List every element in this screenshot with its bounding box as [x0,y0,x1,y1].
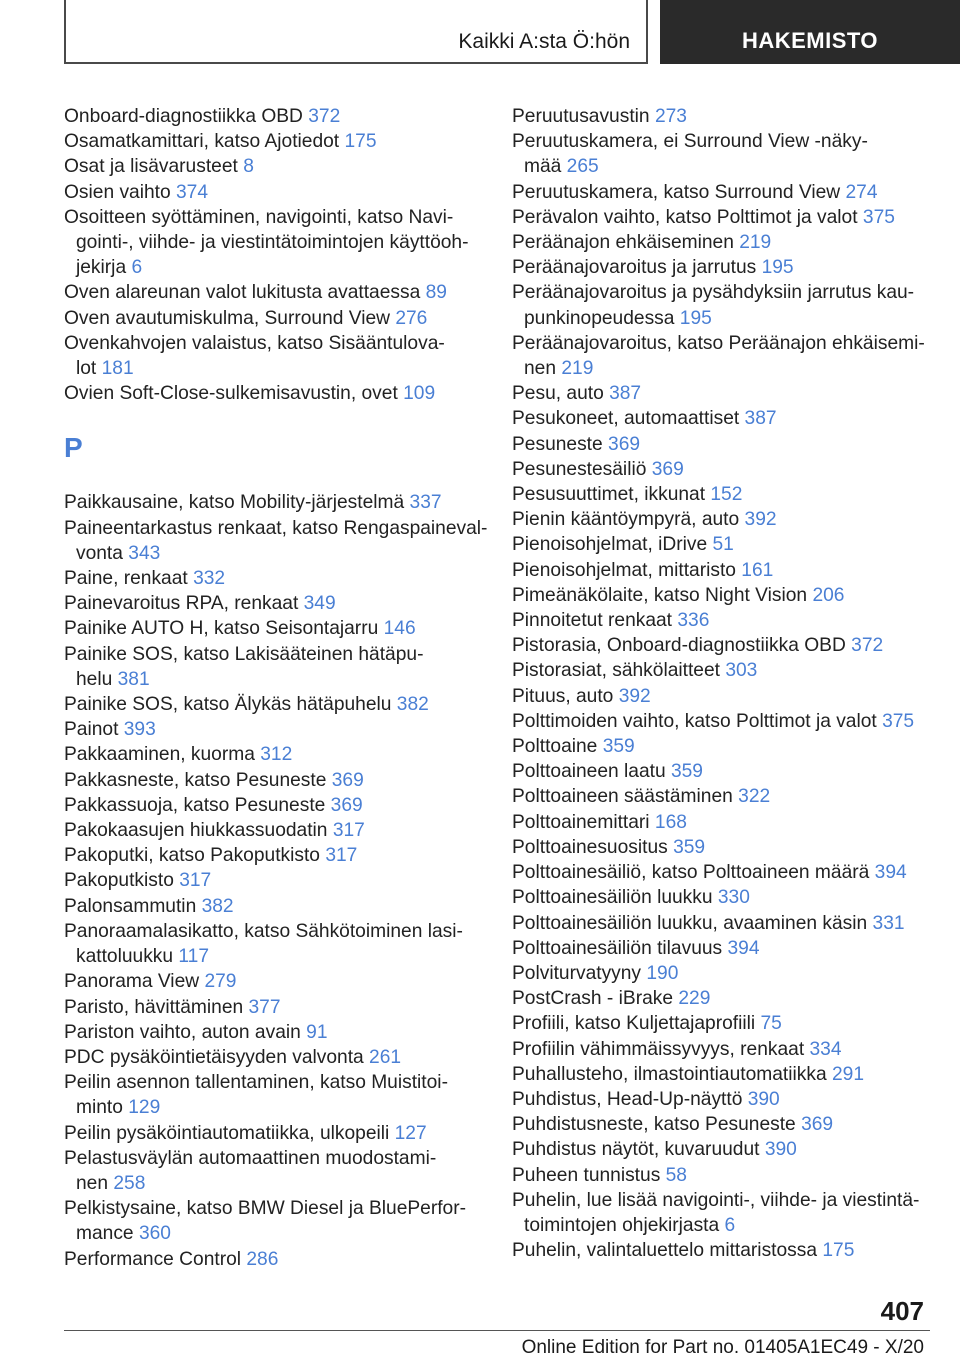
index-entry-text: Pakokaasujen hiukkassuodatin [64,820,328,842]
page-link[interactable]: 58 [665,1164,687,1186]
index-entry-text: Polttoainesäiliö, katso Polttoaineen määrä [512,862,870,884]
page-link[interactable]: 129 [128,1097,161,1119]
page-link[interactable]: 393 [123,719,156,741]
index-entry-text: Panorama View [64,971,200,993]
page-link[interactable]: 146 [383,618,416,640]
index-entry-text: Puhdistus, Head-Up-näyttö [512,1088,743,1110]
index-entry [512,810,932,835]
index-entry-text: Osien vaihto [64,181,171,203]
page-link[interactable]: 369 [330,794,363,816]
page-link[interactable]: 330 [717,887,750,909]
index-entry-text: Pakoputkisto [64,870,174,892]
index-entry [512,583,932,608]
page-link[interactable]: 273 [654,106,687,127]
page-link[interactable]: 181 [101,358,134,380]
index-entry [64,717,484,742]
header-tab[interactable] [660,0,960,64]
index-entry [512,885,932,910]
index-entry-text: Oven avautumiskulma, Surround View [64,307,390,329]
page-link[interactable]: 369 [801,1114,834,1136]
index-entry-text: Osamatkamittari, katso Ajotiedot [64,131,340,153]
index-entry-text: Pariston vaihto, auton avain [64,1021,301,1043]
index-entry [512,1188,932,1238]
index-entry [512,734,932,759]
index-entry [64,692,484,717]
index-entry-text: Polttoainesäiliön luukku, avaaminen käsin [512,912,868,934]
index-entry-text: Pakkaaminen, kuorma [64,744,255,766]
index-entry [512,986,932,1011]
index-entry [512,230,932,255]
page-link[interactable]: 168 [654,811,687,833]
page-link[interactable]: 161 [741,559,774,581]
index-entry-text: Peruutusavustin [512,106,650,127]
page-link[interactable]: 175 [822,1240,855,1262]
index-entry-text: Polttoaineen säästäminen [512,786,733,808]
index-entry [64,205,484,281]
index-entry [64,642,484,692]
footer-divider [64,1330,930,1331]
index-entry-text: toimintojen ohjekirjasta 6 [524,1214,736,1236]
index-entry-text: Pesukoneet, automaattiset [512,408,740,430]
index-entry [64,995,484,1020]
index-entry [64,591,484,616]
index-entry-text: minto 129 [76,1097,161,1119]
index-entry [64,742,484,767]
index-entry-text: vonta 343 [76,542,161,564]
index-entry [512,104,932,129]
index-entry-text: PostCrash - iBrake [512,988,674,1010]
index-entry-text: Pelastusväylän automaattinen muodostami- [64,1147,437,1169]
index-entry-text: Paineentarkastus renkaat, katso Rengaspaineval- [64,517,488,539]
index-entry-text: Polttimoiden vaihto, katso Polttimot ja valot [512,710,877,732]
index-entry [512,331,932,381]
index-entry-text: nen 219 [524,358,594,380]
index-entry [64,969,484,994]
index-entry [512,784,932,809]
index-entry [512,860,932,885]
page-link[interactable]: 382 [396,694,429,716]
index-entry [512,432,932,457]
index-entry-text: Painike SOS, katso Lakisääteinen hätäpu- [64,643,424,665]
index-entry-text: Peräänajovaroitus ja pysähdyksiin jarrutus kau- [512,282,915,304]
page-link[interactable]: 334 [809,1038,842,1060]
index-entry [512,532,932,557]
page-link[interactable]: 195 [761,257,794,279]
index-entry-text: Paikkausaine, katso Mobility-järjestelmä [64,492,405,514]
page-link[interactable]: 75 [760,1013,782,1035]
index-entry-text: Ovien Soft-Close-sulkemisavustin, ovet [64,383,398,405]
index-entry-text: Polttoaineen laatu [512,761,666,783]
index-entry-text: Peräänajovaroitus ja jarrutus [512,257,757,279]
index-entry-text: Polttoainesäiliön tilavuus [512,937,723,959]
index-entry [512,633,932,658]
page-link[interactable]: 317 [332,820,365,842]
index-entry [512,457,932,482]
index-entry [64,793,484,818]
index-entry-text: Puhdistusneste, katso Pesuneste [512,1114,796,1136]
index-entry-text: Perävalon vaihto, katso Polttimot ja valot [512,206,858,228]
index-entry-text: Peräänajovaroitus, katso Peräänajon ehkäisemi- [512,332,925,354]
index-entry [64,1121,484,1146]
index-entry-text: Pistorasia, Onboard-diagnostiikka OBD [512,635,846,657]
index-entry-text: Peräänajon ehkäiseminen [512,232,734,254]
index-entry-text: Peruutuskamera, ei Surround View -näky- [512,131,868,153]
page-link[interactable]: 394 [874,862,907,884]
index-entry-text: jekirja 6 [76,257,143,279]
index-entry [64,1070,484,1120]
index-entry-text: Pistorasiat, sähkölaitteet [512,660,720,682]
index-entry-text: Pienoisohjelmat, iDrive [512,534,708,556]
page-link[interactable]: 343 [128,542,161,564]
index-entry-text: Pelkistysaine, katso BMW Diesel ja BluePerfor- [64,1198,467,1220]
index-entry [64,768,484,793]
index-entry [64,1146,484,1196]
index-entry [512,759,932,784]
page-link[interactable]: 286 [246,1248,279,1270]
page-link[interactable]: 359 [670,761,703,783]
page-link[interactable]: 317 [325,845,358,867]
index-entry-text: Onboard-diagnostiikka OBD [64,106,303,127]
page-link[interactable]: 369 [651,458,684,480]
page-link[interactable]: 392 [744,509,777,531]
page-link[interactable]: 359 [602,736,635,758]
index-entry-text: Panoraamalasikatto, katso Sähkötoiminen lasi- [64,920,463,942]
index-entry-text: Oven alareunan valot lukitusta avattaessa [64,282,421,304]
page-link[interactable]: 175 [344,131,377,153]
section-letter: P [64,432,83,464]
page-link[interactable]: 382 [201,895,234,917]
index-entry [64,490,484,515]
index-entry [512,1011,932,1036]
index-entry [512,608,932,633]
index-entry-text: Polttoaine [512,736,598,758]
index-entry [512,381,932,406]
page-link[interactable]: 229 [678,988,711,1010]
page-link[interactable]: 91 [306,1021,328,1043]
index-entry [512,255,932,280]
index-entry [64,104,484,129]
page-link[interactable]: 279 [204,971,237,993]
index-entry-text: punkinopeudessa 195 [524,307,712,329]
index-entry [512,911,932,936]
page-link[interactable]: 317 [179,870,212,892]
index-entry-text: kattoluukku 117 [76,946,209,968]
index-entry-text: Puheen tunnistus [512,1164,661,1186]
index-entry [512,180,932,205]
index-entry [512,482,932,507]
page-link[interactable]: 337 [409,492,442,514]
page-link[interactable]: 219 [739,232,772,254]
index-column-right [512,104,932,1263]
page-link[interactable]: 349 [303,593,336,615]
index-entry-text: Palonsammutin [64,895,197,917]
index-entry-text: Pakkassuoja, katso Pesuneste [64,794,326,816]
page-link[interactable]: 265 [566,156,599,178]
index-entry [64,818,484,843]
page-link[interactable]: 332 [193,568,226,590]
header-subtitle: Kaikki A:sta Ö:hön [458,30,630,53]
page-link[interactable]: 390 [764,1139,797,1161]
index-entry [512,1112,932,1137]
index-entry [512,1037,932,1062]
index-entry-text: Polviturvatyyny [512,962,642,984]
index-entry [512,1137,932,1162]
index-entry [512,129,932,179]
page-link[interactable]: 6 [131,257,143,279]
index-entry-text: Puhelin, valintaluettelo mittaristossa [512,1240,818,1262]
index-entry [64,1045,484,1070]
index-entry [512,709,932,734]
page-link[interactable]: 6 [724,1214,736,1236]
index-entry-text: Polttoainemittari [512,811,650,833]
index-entry [64,154,484,179]
index-entry-text: Painot [64,719,119,741]
index-column-left [64,104,488,1272]
index-entry-text: Osoitteen syöttäminen, navigointi, katso Navi- [64,206,454,228]
index-entry [64,280,484,305]
index-entry-text: nen 258 [76,1172,146,1194]
page-link[interactable]: 372 [308,106,341,127]
index-entry [64,306,484,331]
page-link[interactable]: 312 [260,744,293,766]
index-entry [64,1196,484,1246]
page-link[interactable]: 336 [677,610,710,632]
index-entry-text: Peruutuskamera, katso Surround View [512,181,841,203]
page-link[interactable]: 390 [747,1088,780,1110]
header-tab-label: HAKEMISTO [741,28,879,53]
index-entry [64,331,484,381]
index-entry [512,1238,932,1263]
index-entry [64,868,484,893]
index-entry-text: Polttoainesäiliön luukku [512,887,713,909]
page-link[interactable]: 219 [561,358,594,380]
index-entry [512,558,932,583]
page-link[interactable]: 274 [845,181,878,203]
page-link[interactable]: 117 [178,946,209,968]
page-link[interactable]: 375 [862,206,895,228]
index-entry [64,616,484,641]
page-link[interactable]: 258 [113,1172,146,1194]
index-entry [64,1247,484,1272]
index-entry [64,843,484,868]
page-link[interactable]: 195 [679,307,712,329]
index-entry-text: Polttoainesuositus [512,836,668,858]
index-entry-text: Pesusuuttimet, ikkunat [512,484,706,506]
page-link[interactable]: 331 [872,912,905,934]
page-link[interactable]: 127 [394,1122,427,1144]
page-link[interactable]: 261 [369,1046,402,1068]
page-link[interactable]: 375 [882,710,915,732]
page-link[interactable]: 359 [673,836,706,858]
index-entry-text: mää 265 [524,156,599,178]
index-entry-text: Peilin pysäköintiautomatiikka, ulkopeili [64,1122,390,1144]
index-entry [512,406,932,431]
index-entry [512,658,932,683]
index-entry-text: Pienin kääntöympyrä, auto [512,509,740,531]
page-link[interactable]: 377 [248,996,281,1018]
page-link[interactable]: 360 [138,1223,171,1245]
index-entry [512,936,932,961]
page-link[interactable]: 152 [710,484,743,506]
index-entry-text: Puhallusteho, ilmastointiautomatiikka [512,1063,827,1085]
index-entry-text: Pakkasneste, katso Pesuneste [64,769,327,791]
page-link[interactable]: 109 [403,383,436,405]
index-entry [64,180,484,205]
index-entry [64,566,484,591]
page-link[interactable]: 387 [744,408,777,430]
index-entry [512,507,932,532]
index-entry-text: Pinnoitetut renkaat [512,610,673,632]
index-entry-text: Painevaroitus RPA, renkaat [64,593,299,615]
page-link[interactable]: 374 [176,181,209,203]
page-link[interactable]: 392 [618,685,651,707]
index-entry [512,684,932,709]
page-link[interactable]: 276 [395,307,428,329]
index-entry-text: Osat ja lisävarusteet [64,156,238,178]
index-entry-text: Painike AUTO H, katso Seisontajarru [64,618,379,640]
index-entry-text: Pesu, auto [512,383,604,405]
page-link[interactable]: 190 [646,962,679,984]
index-entry-text: Peilin asennon tallentaminen, katso Muistitoi- [64,1072,448,1094]
page-link[interactable]: 387 [609,383,642,405]
index-entry-text: Profiilin vähimmäissyvyys, renkaat [512,1038,805,1060]
index-entry [512,1062,932,1087]
page-link[interactable]: 89 [425,282,447,304]
index-entry [512,280,932,330]
page-number: 407 [880,1296,924,1326]
index-entry-text: Puhelin, lue lisää navigointi-, viihde- ja viestintä- [512,1189,920,1211]
index-entry [64,894,484,919]
page-link[interactable]: 291 [831,1063,864,1085]
index-entry [64,129,484,154]
index-entry-text: gointi-, viihde- ja viestintätoimintojen käyttöoh- [76,232,469,254]
index-entry-text: Paine, renkaat [64,568,188,590]
index-entry-text: Pakoputki, katso Pakoputkisto [64,845,320,867]
index-entry-text: Pesunestesäiliö [512,458,647,480]
page-link[interactable]: 369 [608,433,641,455]
index-entry-text: Pienoisohjelmat, mittaristo [512,559,736,581]
page-link[interactable]: 322 [738,786,771,808]
index-entry [64,919,484,969]
index-entry-text: mance 360 [76,1223,171,1245]
index-entry-text: Profiili, katso Kuljettajaprofiili [512,1013,756,1035]
index-entry-text: lot 181 [76,358,134,380]
page-link[interactable]: 206 [812,584,845,606]
index-entry [512,205,932,230]
page-link[interactable]: 394 [727,937,760,959]
page-link[interactable]: 303 [725,660,758,682]
index-entry-text: Ovenkahvojen valaistus, katso Sisääntulova- [64,332,445,354]
footer-edition: Online Edition for Part no. 01405A1EC49 - X/20 [521,1337,924,1358]
page-link[interactable]: 381 [117,668,150,690]
index-entry [512,961,932,986]
page-link[interactable]: 8 [243,156,254,178]
index-entry-text: Puhdistus näytöt, kuvaruudut [512,1139,760,1161]
index-entry [512,1163,932,1188]
page-link[interactable]: 369 [331,769,364,791]
index-entry [512,1087,932,1112]
index-entry-text: helu 381 [76,668,150,690]
index-entry-text: Paristo, hävittäminen [64,996,244,1018]
index-entry-text: PDC pysäköintietäisyyden valvonta [64,1046,364,1068]
page-link[interactable]: 372 [851,635,884,657]
page-link[interactable]: 51 [712,534,734,556]
index-entry-text: Pesuneste [512,433,603,455]
index-entry-text: Painike SOS, katso Älykäs hätäpuhelu [64,694,392,716]
index-entry-text: Pituus, auto [512,685,614,707]
index-entry [512,835,932,860]
index-entry [64,381,484,406]
index-entry [64,516,488,566]
index-entry-text: Performance Control [64,1248,242,1270]
index-entry-text: Pimeänäkölaite, katso Night Vision [512,584,808,606]
index-entry [64,1020,484,1045]
